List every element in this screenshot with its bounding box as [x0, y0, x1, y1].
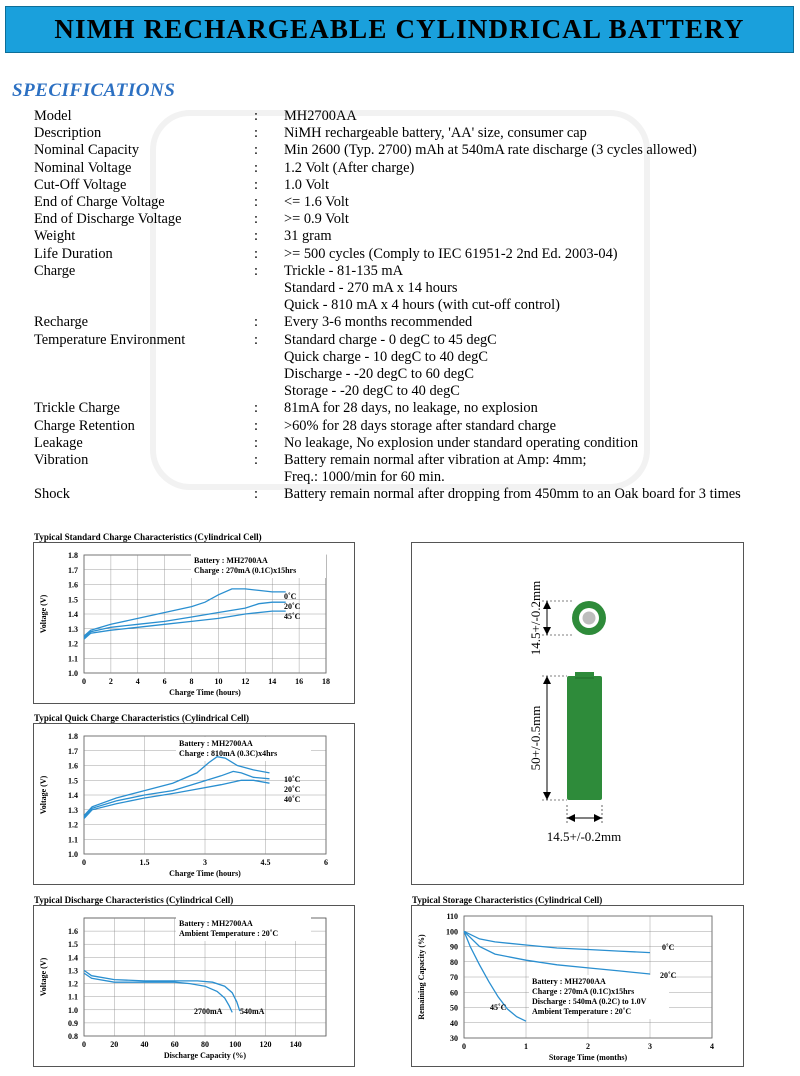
series-label: 20˚C [284, 785, 301, 794]
x-tick-label: 10 [214, 677, 223, 686]
x-tick-label: 140 [289, 1040, 302, 1049]
spec-separator: : [254, 159, 258, 176]
y-tick-label: 1.4 [68, 953, 78, 963]
series-line [84, 771, 270, 817]
series-line [84, 611, 286, 639]
y-tick-label: 1.3 [68, 966, 78, 976]
spec-value-line: MH2700AA [284, 108, 357, 124]
spec-separator: : [254, 108, 258, 124]
storage-chart [412, 906, 743, 1066]
series-line [464, 931, 650, 974]
spec-row [34, 263, 774, 315]
y-tick-label: 100 [446, 927, 458, 937]
section-title: SPECIFICATIONS [12, 80, 176, 101]
y-tick-label: 0.8 [68, 1032, 78, 1041]
spec-row [34, 228, 774, 245]
spec-separator: : [254, 176, 258, 193]
y-tick-label: 40 [450, 1018, 458, 1028]
x-tick-label: 12 [241, 677, 250, 686]
x-tick-label: 60 [170, 1040, 179, 1049]
quick-charge-chart [34, 724, 354, 884]
x-tick-label: 8 [189, 677, 194, 686]
spec-value [284, 108, 774, 125]
spec-value-line: Freq.: 1000/min for 60 min. [284, 469, 445, 486]
x-tick-label: 2 [108, 677, 113, 686]
info-text: Discharge : 540mA (0.2C) to 1.0V [532, 997, 647, 1006]
spec-value [284, 452, 774, 486]
spec-value-line: Standard - 270 mA x 14 hours [284, 280, 458, 297]
standard-charge-chart [34, 543, 354, 703]
y-tick-label: 110 [446, 912, 458, 921]
y-tick-label: 1.5 [68, 776, 78, 786]
spec-value-line: <= 1.6 Volt [284, 194, 349, 211]
y-tick-label: 1.2 [68, 820, 78, 830]
y-tick-label: 70 [450, 973, 458, 982]
x-tick-label: 0 [462, 1042, 466, 1051]
spec-value-line: NiMH rechargeable battery, 'AA' size, consumer cap [284, 125, 587, 142]
spec-value-line: Discharge - -20 degC to 60 degC [284, 366, 474, 383]
spec-separator: : [254, 194, 258, 211]
y-tick-label: 30 [450, 1034, 458, 1043]
spec-value [284, 400, 774, 417]
y-axis-label: Remaining Capacity (%) [417, 934, 426, 1020]
spec-value [284, 314, 774, 331]
y-tick-label: 90 [450, 942, 458, 952]
series-label: 20˚C [660, 971, 677, 980]
x-tick-label: 40 [140, 1040, 149, 1049]
series-label: 45˚C [490, 1003, 507, 1012]
spec-key: Vibration [34, 452, 89, 469]
info-text: Charge : 810mA (0.3C)x4hrs [179, 749, 278, 758]
y-tick-label: 1.4 [68, 610, 78, 619]
x-axis-label: Charge Time (hours) [169, 688, 241, 697]
spec-row [34, 211, 774, 228]
spec-value [284, 228, 774, 245]
y-tick-label: 1.3 [68, 805, 78, 815]
info-text: Battery : MH2700AA [194, 556, 268, 565]
info-text: Battery : MH2700AA [179, 919, 253, 928]
y-tick-label: 1.0 [68, 850, 78, 859]
spec-value [284, 160, 774, 177]
y-tick-label: 1.2 [68, 639, 78, 649]
spec-row [34, 332, 774, 401]
spec-value [284, 125, 774, 142]
y-tick-label: 1.1 [68, 835, 78, 845]
spec-row [34, 452, 774, 486]
chart-title-storage: Typical Storage Characteristics (Cylindrical Cell) [412, 895, 603, 905]
y-tick-label: 1.6 [68, 580, 78, 590]
series-label: 0˚C [662, 943, 675, 952]
spec-row [34, 246, 774, 263]
info-text: Ambient Temperature : 20˚C [532, 1007, 632, 1016]
spec-value-line: Every 3-6 months recommended [284, 314, 473, 331]
y-tick-label: 50 [450, 1003, 458, 1013]
x-tick-label: 80 [201, 1040, 209, 1049]
spec-key: Leakage [34, 434, 83, 451]
y-tick-label: 1.0 [68, 669, 78, 678]
spec-value [284, 246, 774, 263]
x-tick-label: 1 [524, 1042, 528, 1051]
x-tick-label: 3 [648, 1042, 652, 1051]
spec-value [284, 263, 774, 315]
x-tick-label: 3 [203, 858, 207, 867]
battery-side-view [567, 672, 602, 800]
y-tick-label: 1.5 [68, 595, 78, 605]
chart-title-discharge: Typical Discharge Characteristics (Cylindrical Cell) [34, 895, 234, 905]
y-axis-label: Voltage (V) [39, 957, 48, 997]
spec-separator: : [254, 211, 258, 228]
series-label: 10˚C [284, 775, 301, 784]
spec-key: Recharge [34, 314, 89, 331]
spec-key: Charge [34, 262, 76, 279]
spec-table [34, 108, 774, 504]
y-tick-label: 80 [450, 957, 458, 967]
spec-key: Model [34, 108, 72, 124]
x-tick-label: 0 [82, 858, 86, 867]
chart-panel-storage [411, 905, 744, 1067]
y-tick-label: 1.1 [68, 654, 78, 664]
spec-value-line: >= 500 cycles (Comply to IEC 61951-2 2nd Ed. 2003-04) [284, 245, 618, 262]
battery-top-view [572, 601, 606, 635]
spec-separator: : [254, 486, 258, 503]
spec-separator: : [254, 400, 258, 417]
y-tick-label: 1.7 [68, 746, 78, 756]
series-line [464, 931, 650, 952]
y-tick-label: 1.2 [68, 979, 78, 989]
info-text: Battery : MH2700AA [179, 739, 253, 748]
spec-value-line: Standard charge - 0 degC to 45 degC [284, 331, 497, 348]
spec-value-line: >= 0.9 Volt [284, 211, 349, 228]
spec-key: Weight [34, 228, 76, 245]
x-tick-label: 6 [324, 858, 328, 867]
spec-separator: : [254, 245, 258, 262]
y-tick-label: 1.6 [68, 761, 78, 771]
spec-value [284, 486, 774, 503]
spec-key: Temperature Environment [34, 331, 186, 348]
chart-panel-discharge [33, 905, 355, 1067]
y-axis-label: Voltage (V) [39, 594, 48, 634]
spec-value-line: Trickle - 81-135 mA [284, 262, 403, 279]
series-label: 20˚C [284, 602, 301, 611]
length-label: 50+/-0.5mm [528, 705, 543, 771]
spec-value-line: Battery remain normal after vibration at Amp: 4mm; [284, 452, 587, 469]
spec-value-line: Quick charge - 10 degC to 40 degC [284, 348, 488, 365]
spec-value [284, 177, 774, 194]
spec-separator: : [254, 417, 258, 434]
chart-panel-quick-charge [33, 723, 355, 885]
spec-key: Nominal Voltage [34, 159, 132, 176]
x-tick-label: 4.5 [260, 858, 271, 867]
y-tick-label: 60 [450, 988, 458, 998]
bottom-diameter-label: 14.5+/-0.2mm [546, 829, 622, 844]
y-tick-label: 1.8 [68, 732, 78, 741]
spec-key: End of Discharge Voltage [34, 211, 182, 228]
spec-key: End of Charge Voltage [34, 194, 165, 211]
x-axis-label: Discharge Capacity (%) [163, 1051, 247, 1060]
x-axis-label: Charge Time (hours) [169, 869, 241, 878]
spec-key: Cut-Off Voltage [34, 176, 127, 193]
spec-row [34, 142, 774, 159]
spec-row [34, 160, 774, 177]
chart-title-standard-charge: Typical Standard Charge Characteristics (Cylindrical Cell) [34, 532, 262, 542]
y-tick-label: 1.4 [68, 791, 78, 800]
spec-value-line: >60% for 28 days storage after standard charge [284, 417, 556, 434]
spec-key: Nominal Capacity [34, 142, 140, 159]
spec-value-line: 1.0 Volt [284, 176, 330, 193]
spec-key: Shock [34, 486, 70, 503]
spec-separator: : [254, 331, 258, 348]
spec-row [34, 125, 774, 142]
battery-dimension-diagram [412, 543, 743, 884]
spec-row [34, 108, 774, 125]
spec-row [34, 400, 774, 417]
spec-separator: : [254, 125, 258, 142]
spec-key: Charge Retention [34, 417, 135, 434]
series-label: 45˚C [284, 612, 301, 621]
spec-value-line: 81mA for 28 days, no leakage, no explosion [284, 400, 538, 417]
y-axis-label: Voltage (V) [39, 775, 48, 815]
spec-value [284, 418, 774, 435]
x-tick-label: 0 [82, 1040, 86, 1049]
x-tick-label: 100 [229, 1040, 242, 1049]
spec-row [34, 314, 774, 331]
spec-key: Life Duration [34, 245, 113, 262]
y-tick-label: 1.6 [68, 927, 78, 937]
spec-value [284, 142, 774, 159]
x-tick-label: 2 [586, 1042, 590, 1051]
spec-value [284, 435, 774, 452]
discharge-chart [34, 906, 354, 1066]
spec-row [34, 194, 774, 211]
spec-value-line: 1.2 Volt (After charge) [284, 159, 415, 176]
series-label: 540mA [240, 1007, 265, 1016]
x-tick-label: 14 [268, 677, 277, 686]
spec-row [34, 418, 774, 435]
x-tick-label: 1.5 [139, 858, 150, 867]
x-tick-label: 16 [295, 677, 304, 686]
spec-row [34, 486, 774, 503]
x-tick-label: 20 [110, 1040, 119, 1049]
spec-value-line: 31 gram [284, 228, 332, 245]
spec-key: Trickle Charge [34, 400, 120, 417]
spec-value [284, 211, 774, 228]
y-tick-label: 0.9 [68, 1018, 78, 1028]
spec-value-line: Quick - 810 mA x 4 hours (with cut-off control) [284, 297, 560, 314]
x-tick-label: 6 [162, 677, 167, 686]
spec-separator: : [254, 142, 258, 159]
dimension-diagram-panel [411, 542, 744, 885]
spec-value-line: No leakage, No explosion under standard operating condition [284, 434, 639, 451]
info-text: Charge : 270mA (0.1C)x15hrs [194, 566, 297, 575]
x-tick-label: 18 [322, 677, 330, 686]
spec-value-line: Battery remain normal after dropping from 450mm to an Oak board for 3 times [284, 486, 741, 503]
series-label: 40˚C [284, 795, 301, 804]
info-text: Ambient Temperature : 20˚C [179, 929, 279, 938]
y-tick-label: 1.5 [68, 940, 78, 950]
chart-title-quick-charge: Typical Quick Charge Characteristics (Cylindrical Cell) [34, 713, 250, 723]
spec-value [284, 194, 774, 211]
spec-value [284, 332, 774, 401]
chart-panel-standard-charge [33, 542, 355, 704]
spec-separator: : [254, 452, 258, 469]
top-diameter-label: 14.5+/-0.2mm [528, 580, 543, 656]
y-tick-label: 1.7 [68, 565, 78, 575]
series-label: 2700mA [194, 1007, 223, 1016]
spec-separator: : [254, 314, 258, 331]
y-tick-label: 1.8 [68, 551, 78, 560]
page-title: NIMH RECHARGEABLE CYLINDRICAL BATTERY [54, 14, 745, 44]
x-tick-label: 4 [135, 677, 140, 686]
spec-row [34, 435, 774, 452]
y-tick-label: 1.3 [68, 624, 78, 634]
y-tick-label: 1.1 [68, 992, 78, 1002]
spec-separator: : [254, 434, 258, 451]
series-label: 0˚C [284, 592, 297, 601]
y-tick-label: 1.0 [68, 1005, 78, 1015]
title-banner [5, 6, 794, 53]
spec-row [34, 177, 774, 194]
spec-separator: : [254, 262, 258, 279]
spec-value-line: Min 2600 (Typ. 2700) mAh at 540mA rate discharge (3 cycles allowed) [284, 142, 697, 159]
spec-value-line: Storage - -20 degC to 40 degC [284, 383, 460, 400]
x-axis-label: Storage Time (months) [548, 1053, 628, 1062]
spec-separator: : [254, 228, 258, 245]
spec-key: Description [34, 125, 102, 142]
x-tick-label: 4 [710, 1042, 714, 1051]
info-text: Battery : MH2700AA [532, 977, 606, 986]
x-tick-label: 120 [259, 1040, 272, 1049]
info-text: Charge : 270mA (0.1C)x15hrs [532, 987, 635, 996]
x-tick-label: 0 [82, 677, 86, 686]
